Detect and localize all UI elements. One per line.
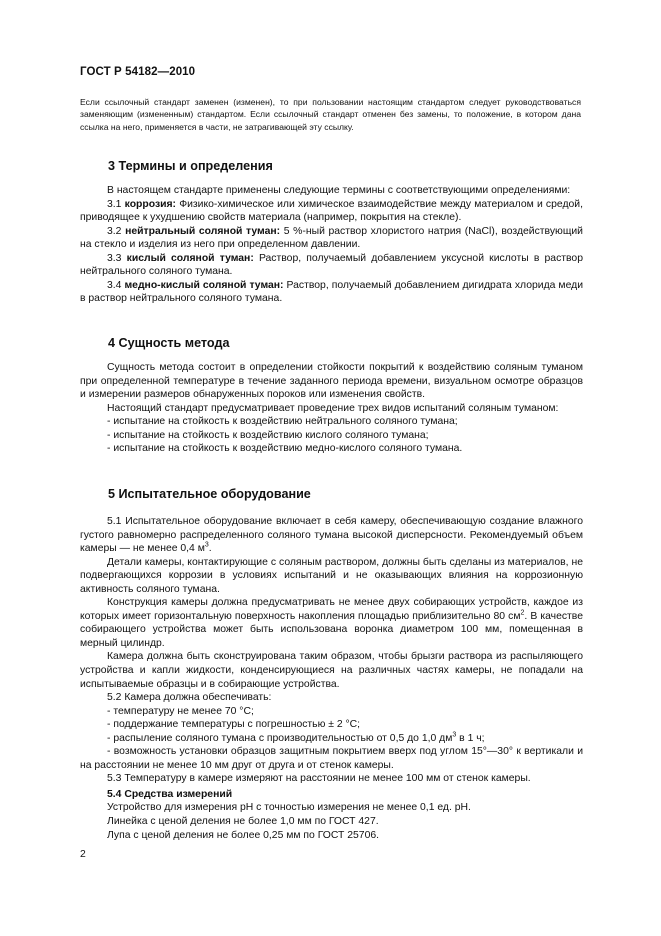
chamber-details-para: Детали камеры, контактирующие с соляным раствором, должны быть сделаны из материалов, не подвергающихся коррозии в условиях испытаний и не оказывающих влияния на коррозионную активность соляного тумана. [80,556,583,595]
section-3-heading: 3 Термины и определения [108,159,273,173]
term-3-3-definition: Раствор, получаемый добавлением уксусной кислоты в раствор нейтрального соляного тумана. [80,252,583,278]
section-4-para-2: Настоящий стандарт предусматривает проведение трех видов испытаний соляным туманом: [107,402,559,414]
section-4-para-1: Сущность метода состоит в определении стойкости покрытий к воздействию соляным туманом при определенной температуре в течение заданного периода времени, визуальном осмотре образцов и измерении размеров обнаруженных пороков или изменения свойств. [80,362,583,401]
clause-5-1: 5.1 Испытательное оборудование включает в себя камеру, обеспечивающую создание влажного густого равномерно распределенного соляного тумана высокой дисперсности. Рекомендуемый объем камеры — не менее 0,4 $м^3$. [80,516,583,555]
term-3-4: 3.4 медно-кислый соляной туман: Раствор, получаемый добавлением дигидрата хлорида меди в раствор нейтрального соляного тумана. [80,279,583,305]
page-number: 2 [80,849,86,860]
section-3-body [80,184,583,306]
term-3-1-definition: Физико-химическое или химическое взаимодействие между материалом и средой, приводящее к ухудшению свойств материала (например, покрытия на стекле). [80,198,583,224]
term-3-1: 3.1 коррозия: Физико-химическое или химическое взаимодействие между материалом и средой, приводящее к ухудшению свойств материала (например, покрытия на стекле). [80,198,583,224]
instrument-ph-meter: Устройство для измерения рН с точностью измерения не менее 0,1 ед. рН. [107,802,471,814]
reference-note: Если ссылочный стандарт заменен (изменен), то при пользовании настоящим стандартом следует руководствоваться заменяющим (измененным) стандартом. Если ссылочный стандарт отменен без замены, то положение, в котором дана ссылка на него, применяется в части, не затрагивающей эту ссылку. [80,97,581,132]
section-5-body [80,515,583,842]
term-3-2-name: нейтральный соляной туман: [125,225,281,237]
clause-5-2: 5.2 Камера должна обеспечивать: [107,692,272,704]
list-item: - поддержание температуры с погрешностью ± 2 °С; [107,719,361,731]
section-5-heading: 5 Испытательное оборудование [108,487,311,501]
list-item: - испытание на стойкость к воздействию кислого соляного тумана; [107,429,429,441]
term-3-4-definition: Раствор, получаемый добавлением дигидрата хлорида меди в раствор нейтрального соляного тумана. [80,279,583,305]
list-item: - распыление соляного тумана с производительностью от 0,5 до 1,0 $дм^3$ в 1 ч; [107,731,485,744]
term-3-2: 3.2 нейтральный соляной туман: 5 %-ный раствор хлористого натрия (NaCl), воздействующий на стекло и изделия из него при определенном давлении. [80,225,583,251]
instrument-magnifier: Лупа с ценой деления не более 0,25 мм по ГОСТ 25706. [107,829,380,841]
list-item: - возможность установки образцов защитным покрытием вверх под углом 15°—30° к вертикали и на расстоянии не менее 10 мм друг от друга и от стенок камеры. [80,746,583,771]
clause-5-3: 5.3 Температуру в камере измеряют на расстоянии не менее 100 мм от стенок камеры. [107,773,531,785]
chamber-design-para: Камера должна быть сконструирована таким образом, чтобы брызги раствора из распыляющего устройства и капли жидкости, конденсирующиеся на различных частях камеры, не попадали на испытываемые образцы и в собирающие устройства. [80,651,583,690]
standard-code-header: ГОСТ Р 54182—2010 [80,66,196,78]
term-3-3-name: кислый соляной туман: [126,252,254,264]
list-item: - испытание на стойкость к воздействию медно-кислого соляного тумана. [107,443,463,455]
section-4-body [80,361,583,456]
term-3-4-name: медно-кислый соляной туман: [124,279,284,291]
list-item: - температуру не менее 70 °С; [107,705,254,717]
term-3-2-definition: 5 %-ный раствор хлористого натрия (NaCl), воздействующий на стекло и изделия из него при определенном давлении. [80,225,583,251]
chamber-construction-para: Конструкция камеры должна предусматривать не менее двух собирающих устройств, каждое из которых имеет горизонтальную поверхность накопления площадью приблизительно 80 $см^2$. В качестве собирающего устройства может быть использована воронка диаметром 100 мм, помещенная в мерный цилиндр. [80,597,583,649]
term-3-3: 3.3 кислый соляной туман: Раствор, получаемый добавлением уксусной кислоты в раствор нейтрального соляного тумана. [80,252,583,278]
section-4-heading: 4 Сущность метода [108,336,230,350]
instrument-ruler: Линейка с ценой деления не более 1,0 мм по ГОСТ 427. [107,816,379,828]
clause-5-4-heading: 5.4 Средства измерений [107,788,233,800]
term-3-1-name: коррозия: [124,198,177,210]
list-item: - испытание на стойкость к воздействию нейтрального соляного тумана; [107,416,458,428]
section-3-intro: В настоящем стандарте применены следующие термины с соответствующими определениями: [107,185,571,196]
